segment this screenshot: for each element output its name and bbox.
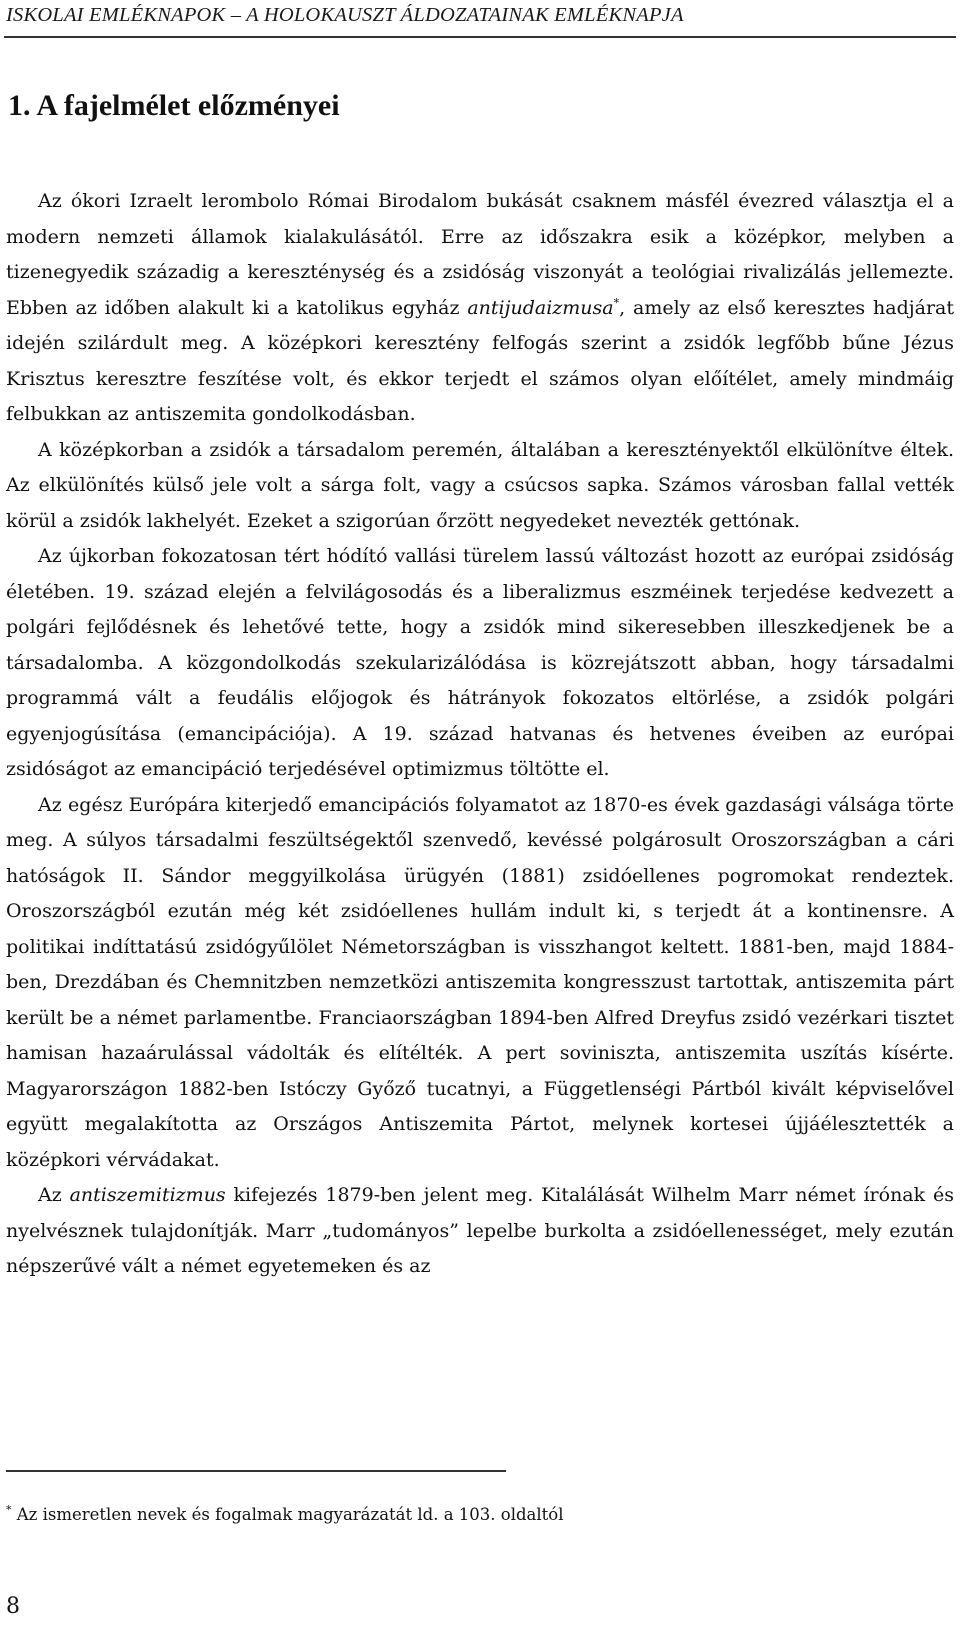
running-header: ISKOLAI EMLÉKNAPOK – A HOLOKAUSZT ÁLDOZATAINAK EMLÉKNAPJA (6, 4, 684, 26)
paragraph-5-text-a: Az (38, 1184, 70, 1206)
paragraph-1-text-a: Az ókori Izraelt lerombolo Római Birodalom bukását csaknem másfél évezred választja el a modern nemzeti államok kialakulásától. Erre az időszakra esik a középkor, melyben a tizenegyedik századig a kereszténység és a zsidóság viszonyát a teológiai rivalizálás jellemezte. Ebben az időben alakult ki a katolikus egyház (6, 190, 954, 319)
term-antiszemitizmus: antiszemitizmus (69, 1184, 226, 1206)
paragraph-4: Az egész Európára kiterjedő emancipációs folyamatot az 1870-es évek gazdasági válsága törte meg. A súlyos társadalmi feszültségektől szenvedő, kevéssé polgárosult Oroszországban a cári hatóságok II. Sándor meggyilkolása ürügyén (1881) zsidóellenes pogromokat rendeztek. Oroszországból ezután még két zsidóellenes hullám indult ki, s terjedt át a kontinensre. A politikai indíttatású zsidógyűlölet Németországban is visszhangot keltett. 1881-ben, majd 1884-ben, Drezdában és Chemnitzben nemzetközi antiszemita kongresszust tartottak, antiszemita párt került be a német parlamentbe. Franciaországban 1894-ben Alfred Dreyfus zsidó vezérkari tisztet hamisan hazaárulással vádolták és elítélték. A pert soviniszta, antiszemita uszítás kísérte. Magyarországon 1882-ben Istóczy Győző tucatnyi, a Függetlenségi Pártból kivált képviselővel együtt megalakította az Országos Antiszemita Pártot, melynek kortesei újjáélesztették a középkori vérvádakat. (6, 793, 954, 1171)
footnote-text: Az ismeretlen nevek és fogalmak magyarázatát ld. a 103. oldaltól (11, 1505, 564, 1524)
footnote-mark: * (613, 296, 620, 310)
footnote-marker: * (6, 1503, 12, 1517)
paragraph-5 (6, 1178, 954, 1285)
page-number: 8 (6, 1594, 20, 1619)
header-rule (4, 36, 956, 38)
paragraph-2: A középkorban a zsidók a társadalom peremén, általában a keresztényektől elkülönítve éltek. Az elkülönítés külső jele volt a sárga folt, vagy a csúcsos sapka. Számos városban fallal vették körül a zsidók lakhelyét. Ezeket a szigorúan őrzött negyedeket nevezték gettónak. (6, 438, 954, 532)
body-text (6, 184, 954, 1285)
term-antijudaizmus: antijudaizmusa (467, 296, 614, 319)
footnote (6, 1503, 564, 1527)
paragraph-5-text-b: kifejezés 1879-ben jelent meg. Kitalálását Wilhelm Marr német írónak és nyelvésznek tulajdonítják. Marr „tudományos” lepelbe burkolta a zsidóellenességet, mely ezután népszerűvé vált a német egyetemeken és az (6, 1184, 954, 1277)
paragraph-1 (6, 184, 954, 433)
paragraph-1-text-b: , amely az első keresztes hadjárat idején szilárdult meg. A középkori keresztény felfogás szerint a zsidók legfőbb bűne Jézus Krisztus keresztre feszítése volt, és ekkor terjedt el számos olyan előítélet, amely mindmáig felbukkan az antiszemita gondolkodásban. (6, 296, 954, 425)
section-title: 1. A fajelmélet előzményei (8, 89, 340, 122)
footnote-rule (6, 1470, 506, 1472)
paragraph-3: Az újkorban fokozatosan tért hódító vallási türelem lassú változást hozott az európai zsidóság életében. 19. század elején a felvilágosodás és a liberalizmus eszméinek terjedése kedvezett a polgári fejlődésnek és lehetővé tette, hogy a zsidók mind sikeresebben illeszkedjenek be a társadalomba. A közgondolkodás szekularizálódása is közrejátszott abban, hogy társadalmi programmá vált a feudális előjogok és hátrányok fokozatos eltörlése, a zsidók polgári egyenjogúsítása (emancipációja). A 19. század hatvanas és hetvenes éveiben az európai zsidóságot az emancipáció terjedésével optimizmus töltötte el. (6, 545, 954, 780)
